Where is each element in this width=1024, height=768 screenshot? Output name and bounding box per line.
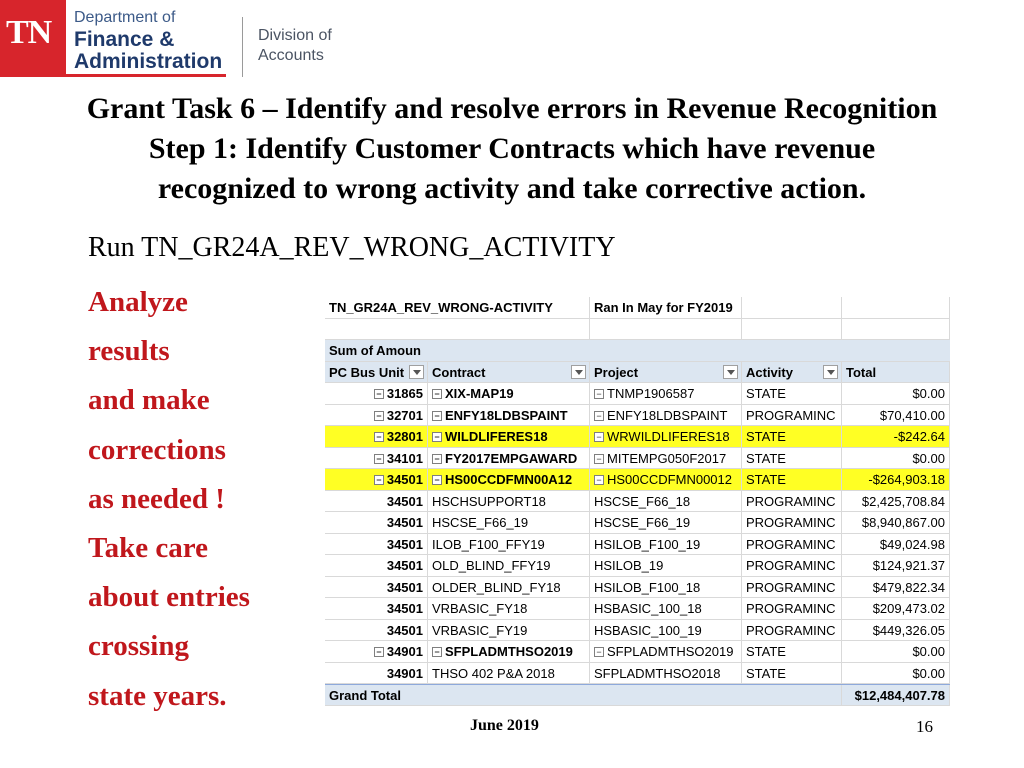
cell-project — [590, 426, 742, 447]
cell-contract — [428, 620, 590, 641]
cell-activity — [742, 598, 842, 619]
tn-logo-text: TN — [6, 14, 52, 51]
table-row — [325, 598, 950, 620]
cell-project — [590, 577, 742, 598]
header-contract[interactable] — [428, 362, 590, 383]
cell-project — [590, 663, 742, 684]
cell-pc-bus-unit — [325, 534, 428, 555]
division-line-1: Division of — [258, 27, 332, 44]
cell-project-text: TNMP1906587 — [607, 386, 695, 401]
cell-total-text: $49,024.98 — [879, 536, 945, 552]
cell-project-text: HSBASIC_100_18 — [594, 601, 702, 616]
collapse-icon[interactable]: − — [594, 411, 604, 421]
cell-pc-bus-unit — [325, 663, 428, 684]
cell-total — [842, 641, 950, 662]
collapse-icon[interactable]: − — [432, 411, 442, 421]
cell-total — [842, 555, 950, 576]
cell-activity — [742, 534, 842, 555]
collapse-icon[interactable]: − — [594, 475, 604, 485]
cell-pc-bus-unit — [325, 641, 428, 662]
cell-total-text: $0.00 — [912, 386, 945, 401]
note-line: Analyze — [88, 286, 188, 318]
cell-total-text: $8,940,867.00 — [861, 515, 945, 530]
cell-contract-text: HS00CCDFMN00A12 — [445, 472, 573, 487]
cell-pc-bus-unit — [325, 555, 428, 576]
empty-cell — [842, 319, 950, 340]
cell-project-text: HSILOB_19 — [594, 558, 664, 573]
filter-icon[interactable] — [409, 365, 424, 379]
table-row — [325, 663, 950, 685]
cell-activity-text: STATE — [746, 644, 786, 659]
collapse-icon[interactable]: − — [594, 647, 604, 657]
cell-activity-text: STATE — [746, 429, 786, 444]
filter-dropdown-icon[interactable] — [823, 365, 838, 379]
cell-activity-text: STATE — [746, 450, 786, 466]
table-row — [325, 555, 950, 577]
cell-pc-bus-unit — [325, 426, 428, 447]
cell-total-text: -$264,903.18 — [868, 472, 945, 487]
title-line-3: recognized to wrong activity and take corrective action. — [157, 172, 867, 205]
collapse-icon[interactable]: − — [432, 475, 442, 485]
cell-pc-bus-unit — [325, 620, 428, 641]
cell-project — [590, 641, 742, 662]
department-name — [74, 10, 222, 72]
dept-line-3: Administration — [74, 50, 223, 73]
collapse-icon[interactable]: − — [374, 647, 384, 657]
cell-activity — [742, 663, 842, 684]
cell-pc-bus-unit-text: 34501 — [386, 579, 423, 595]
cell-contract — [428, 426, 590, 447]
cell-total — [842, 491, 950, 512]
blank-row — [325, 319, 950, 341]
cell-project — [590, 491, 742, 512]
cell-pc-bus-unit-text: 34501 — [386, 472, 423, 487]
cell-contract-text: FY2017EMPGAWARD — [445, 450, 578, 466]
collapse-icon[interactable]: − — [432, 389, 442, 399]
analysis-notes — [88, 278, 250, 721]
cell-contract-text: THSO 402 P&A 2018 — [432, 665, 555, 681]
cell-contract — [428, 469, 590, 490]
cell-total — [842, 383, 950, 404]
title-line-1: Grant Task 6 – Identify and resolve errors in Revenue Recognition — [86, 92, 938, 125]
grand-total-label: Grand Total — [325, 685, 842, 705]
collapse-icon[interactable]: − — [594, 389, 604, 399]
dept-line-1: Department of — [74, 9, 176, 26]
cell-total — [842, 534, 950, 555]
cell-pc-bus-unit-text: 34501 — [386, 536, 423, 552]
cell-activity — [742, 383, 842, 404]
cell-contract-text: WILDLIFERES18 — [445, 429, 548, 444]
cell-project — [590, 620, 742, 641]
cell-total — [842, 512, 950, 533]
note-line: as needed ! — [88, 482, 225, 515]
cell-total — [842, 405, 950, 426]
footer-date: June 2019 — [470, 717, 539, 734]
cell-project — [590, 469, 742, 490]
empty-cell — [742, 319, 842, 340]
collapse-icon[interactable]: − — [374, 475, 384, 485]
cell-project-text: SFPLADMTHSO2019 — [607, 644, 734, 659]
grand-total-row — [325, 684, 950, 706]
cell-pc-bus-unit — [325, 491, 428, 512]
cell-contract-text: SFPLADMTHSO2019 — [445, 644, 573, 659]
logo-rule — [66, 74, 226, 77]
tn-logo — [0, 0, 66, 77]
filter-dropdown-icon[interactable] — [571, 365, 586, 379]
cell-activity-text: STATE — [746, 386, 786, 401]
table-row — [325, 405, 950, 427]
cell-project-text: HSILOB_F100_18 — [594, 579, 701, 595]
cell-project — [590, 555, 742, 576]
pivot-body — [325, 383, 950, 684]
cell-activity-text: PROGRAMINC — [746, 558, 836, 573]
cell-total-text: $449,326.05 — [872, 622, 945, 638]
cell-contract — [428, 663, 590, 684]
cell-activity-text: PROGRAMINC — [746, 579, 836, 595]
cell-activity-text: PROGRAMINC — [746, 601, 836, 616]
cell-total — [842, 663, 950, 684]
cell-project-text: MITEMPG050F2017 — [607, 450, 727, 466]
cell-activity-text: PROGRAMINC — [746, 407, 836, 423]
run-instruction: Run TN_GR24A_REV_WRONG_ACTIVITY — [88, 232, 616, 263]
note-line: about entries — [88, 581, 250, 614]
pivot-table — [325, 297, 950, 705]
cell-contract — [428, 405, 590, 426]
header-label: Activity — [746, 364, 793, 380]
cell-activity-text: PROGRAMINC — [746, 493, 836, 509]
cell-pc-bus-unit-text: 34501 — [386, 493, 423, 509]
cell-contract-text: VRBASIC_FY18 — [432, 601, 528, 616]
table-row — [325, 534, 950, 556]
cell-total — [842, 577, 950, 598]
cell-project — [590, 448, 742, 469]
cell-activity — [742, 555, 842, 576]
cell-contract-text: XIX-MAP19 — [445, 386, 514, 401]
note-line: and make — [88, 384, 210, 417]
page-number: 16 — [916, 717, 933, 736]
cell-project-text: SFPLADMTHSO2018 — [594, 665, 721, 681]
table-row — [325, 620, 950, 642]
cell-project — [590, 405, 742, 426]
cell-total-text: $479,822.34 — [872, 579, 945, 595]
cell-total-text: $124,921.37 — [872, 558, 945, 573]
cell-project-text: HSCSE_F66_19 — [594, 515, 691, 530]
cell-contract-text: ENFY18LDBSPAINT — [445, 407, 568, 423]
cell-pc-bus-unit-text: 34901 — [386, 644, 423, 659]
cell-activity — [742, 641, 842, 662]
table-row — [325, 512, 950, 534]
cell-contract — [428, 512, 590, 533]
note-line: Take care — [88, 532, 209, 565]
cell-total-text: -$242.64 — [893, 429, 945, 444]
cell-total-text: $0.00 — [912, 644, 945, 659]
cell-project — [590, 534, 742, 555]
cell-pc-bus-unit-text: 34501 — [386, 622, 423, 638]
empty-cell — [325, 319, 590, 340]
filter-dropdown-icon[interactable] — [723, 365, 738, 379]
cell-activity — [742, 512, 842, 533]
cell-total — [842, 598, 950, 619]
division-line-2: Accounts — [258, 47, 324, 64]
cell-contract — [428, 641, 590, 662]
title-line-2: Step 1: Identify Customer Contracts which have revenue — [148, 132, 876, 165]
cell-total-text: $209,473.02 — [872, 601, 945, 616]
cell-contract-text: HSCSE_F66_19 — [432, 515, 529, 530]
cell-activity — [742, 426, 842, 447]
cell-pc-bus-unit-text: 34101 — [386, 450, 423, 466]
cell-activity — [742, 405, 842, 426]
note-line: crossing — [88, 630, 189, 663]
header-label: PC Bus Unit — [329, 364, 405, 380]
collapse-icon[interactable]: − — [374, 411, 384, 421]
cell-total-text: $70,410.00 — [879, 407, 945, 423]
cell-contract — [428, 577, 590, 598]
header-label: Contract — [432, 364, 486, 380]
dept-line-2: Finance & — [74, 28, 175, 51]
cell-contract-text: ILOB_F100_FFY19 — [432, 536, 545, 552]
cell-project-text: HSBASIC_100_19 — [594, 622, 702, 638]
cell-contract — [428, 383, 590, 404]
header-pc-bus-unit[interactable] — [325, 362, 428, 383]
table-row — [325, 577, 950, 599]
cell-activity — [742, 577, 842, 598]
table-row — [325, 491, 950, 513]
cell-project — [590, 598, 742, 619]
cell-activity-text: PROGRAMINC — [746, 536, 836, 552]
cell-pc-bus-unit — [325, 598, 428, 619]
cell-activity — [742, 448, 842, 469]
table-row — [325, 641, 950, 663]
cell-contract — [428, 491, 590, 512]
sum-label-row — [325, 340, 950, 362]
empty-cell — [590, 319, 742, 340]
cell-project-text: HSILOB_F100_19 — [594, 536, 701, 552]
table-row — [325, 448, 950, 470]
header-project[interactable] — [590, 362, 742, 383]
collapse-icon[interactable]: − — [432, 647, 442, 657]
slide-title — [0, 89, 1024, 209]
cell-pc-bus-unit — [325, 405, 428, 426]
cell-pc-bus-unit-text: 34901 — [386, 665, 423, 681]
cell-pc-bus-unit-text: 34501 — [386, 515, 423, 530]
header-label: Project — [594, 364, 639, 380]
cell-pc-bus-unit-text: 32801 — [386, 429, 423, 444]
cell-project — [590, 383, 742, 404]
cell-project-text: HSCSE_F66_18 — [594, 493, 691, 509]
cell-total — [842, 469, 950, 490]
table-row — [325, 469, 950, 491]
cell-total — [842, 448, 950, 469]
cell-pc-bus-unit — [325, 469, 428, 490]
table-row — [325, 383, 950, 405]
table-row — [325, 426, 950, 448]
header-total: Total — [842, 362, 950, 383]
cell-contract-text: VRBASIC_FY19 — [432, 622, 528, 638]
cell-activity-text: PROGRAMINC — [746, 515, 836, 530]
cell-contract — [428, 598, 590, 619]
empty-cell — [842, 297, 950, 318]
cell-activity — [742, 620, 842, 641]
cell-contract — [428, 448, 590, 469]
cell-project-text: WRWILDLIFERES18 — [607, 429, 730, 444]
cell-project-text: ENFY18LDBSPAINT — [607, 407, 728, 423]
collapse-icon[interactable]: − — [594, 432, 604, 442]
report-run-info: Ran In May for FY2019 — [590, 297, 742, 318]
cell-activity-text: STATE — [746, 472, 786, 487]
cell-contract-text: HSCHSUPPORT18 — [432, 493, 546, 509]
report-header-row — [325, 297, 950, 319]
cell-activity-text: PROGRAMINC — [746, 622, 836, 638]
division-name — [258, 26, 332, 66]
note-line: results — [88, 335, 170, 368]
empty-cell — [742, 297, 842, 318]
cell-total — [842, 426, 950, 447]
collapse-icon[interactable]: − — [374, 454, 384, 464]
cell-pc-bus-unit-text: 34501 — [386, 601, 423, 616]
cell-pc-bus-unit — [325, 512, 428, 533]
cell-pc-bus-unit-text: 34501 — [386, 558, 423, 573]
cell-contract — [428, 534, 590, 555]
cell-activity-text: STATE — [746, 665, 786, 681]
cell-total — [842, 620, 950, 641]
report-name: TN_GR24A_REV_WRONG-ACTIVITY — [325, 297, 590, 318]
header-divider — [242, 17, 243, 77]
collapse-icon[interactable]: − — [374, 389, 384, 399]
column-header-row — [325, 362, 950, 384]
cell-pc-bus-unit — [325, 448, 428, 469]
cell-total-text: $0.00 — [912, 450, 945, 466]
cell-activity — [742, 491, 842, 512]
note-line: state years. — [88, 679, 227, 712]
collapse-icon[interactable]: − — [374, 432, 384, 442]
collapse-icon[interactable]: − — [432, 454, 442, 464]
cell-project — [590, 512, 742, 533]
cell-contract-text: OLDER_BLIND_FY18 — [432, 579, 561, 595]
collapse-icon[interactable]: − — [432, 432, 442, 442]
cell-pc-bus-unit-text: 32701 — [386, 407, 423, 423]
note-line: corrections — [88, 433, 226, 466]
header-activity[interactable] — [742, 362, 842, 383]
grand-total-value: $12,484,407.78 — [842, 685, 950, 705]
cell-total-text: $2,425,708.84 — [861, 493, 945, 509]
cell-pc-bus-unit — [325, 383, 428, 404]
cell-activity — [742, 469, 842, 490]
cell-contract-text: OLD_BLIND_FFY19 — [432, 558, 551, 573]
cell-contract — [428, 555, 590, 576]
cell-project-text: HS00CCDFMN00012 — [607, 472, 732, 487]
cell-pc-bus-unit-text: 31865 — [386, 386, 423, 401]
cell-total-text: $0.00 — [912, 665, 945, 681]
sum-label: Sum of Amoun — [329, 343, 421, 358]
cell-pc-bus-unit — [325, 577, 428, 598]
collapse-icon[interactable]: − — [594, 454, 604, 464]
